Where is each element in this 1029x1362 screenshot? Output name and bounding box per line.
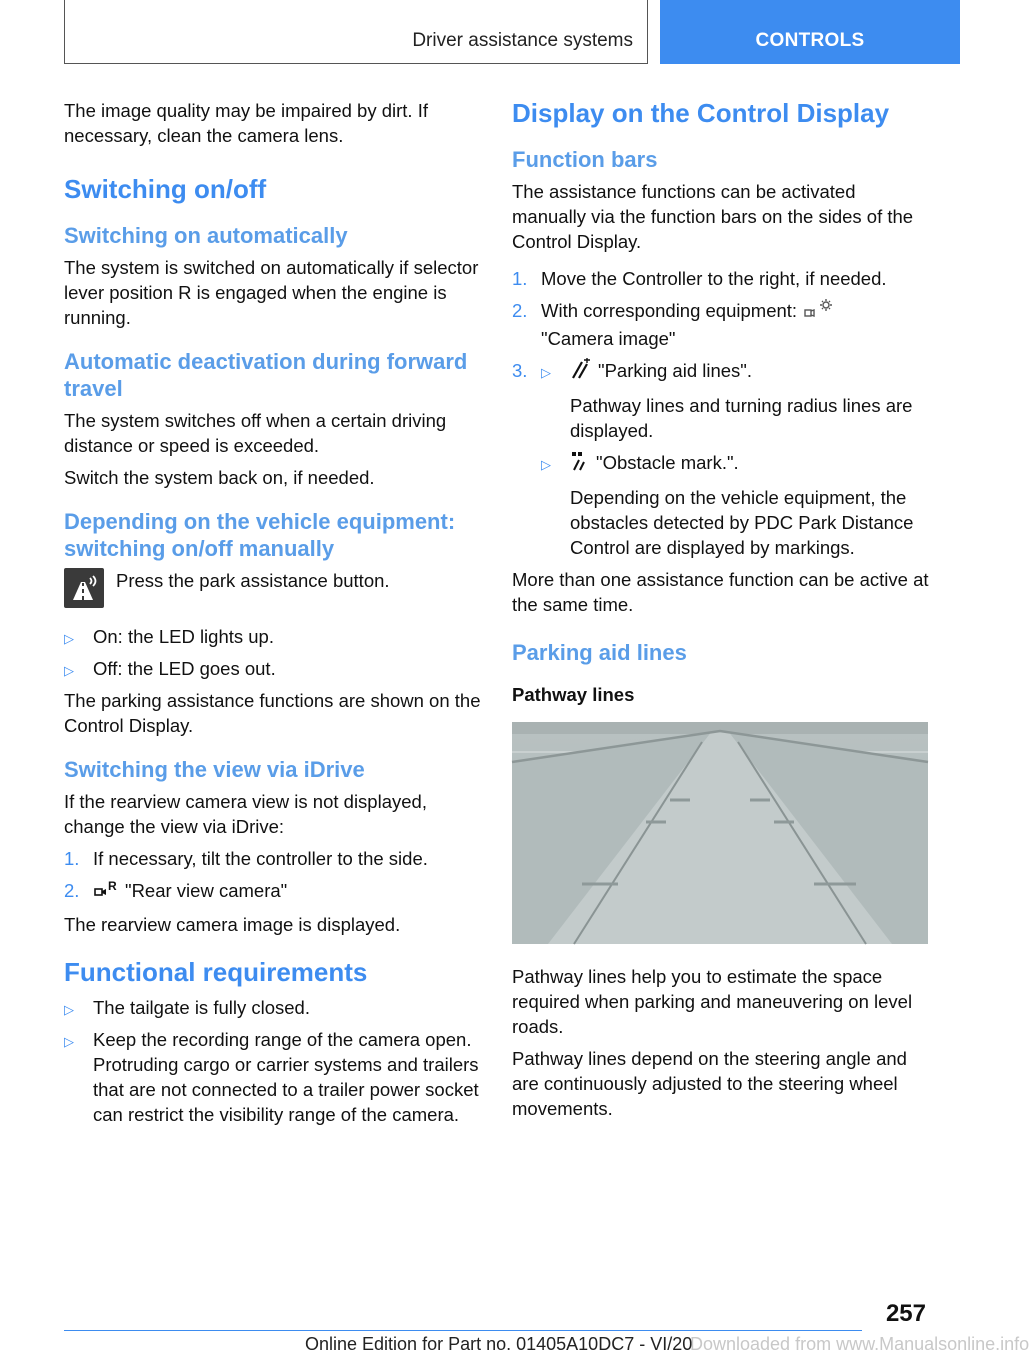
requirement-item: ▷ Keep the recording range of the camera open. Protruding cargo or carrier systems and trailers that are not connected to a trailer power socket can restrict the visibility range of the camera. xyxy=(64,1029,479,1126)
requirement-text: The tailgate is fully closed. xyxy=(93,997,310,1019)
step-number: 2. xyxy=(64,880,80,901)
displayed-text: The rearview camera image is displayed. xyxy=(64,914,401,936)
lines-desc-text: Pathway lines and turning radius lines are displayed. xyxy=(570,395,913,442)
step-text-camera-image: "Camera image" xyxy=(541,328,676,350)
header-chapter-tab xyxy=(660,0,960,64)
obstacle-mark-icon xyxy=(570,450,590,478)
step-text: Move the Controller to the right, if needed. xyxy=(541,268,887,289)
pathway-text-2: Pathway lines depend on the steering angle and are continuously adjusted to the steering wheel movements. xyxy=(512,1048,907,1120)
auto-on-text: The system is switched on automatically if selector lever position R is engaged when the engine is running. xyxy=(64,257,479,328)
step-text: If necessary, tilt the controller to the side. xyxy=(93,848,428,869)
step-item xyxy=(64,878,484,905)
page-number: 257 xyxy=(885,1300,926,1327)
step-text: With corresponding equipment: xyxy=(541,300,798,321)
header-section-box xyxy=(64,0,648,64)
switch-back-text: Switch the system back on, if needed. xyxy=(64,467,375,488)
led-off-text: Off: the LED goes out. xyxy=(93,658,276,679)
parking-aid-lines-icon xyxy=(570,358,592,386)
step-item xyxy=(512,266,932,291)
led-off-item: ▷ Off: the LED goes out. xyxy=(64,658,276,679)
heading-switching: Switching on/off xyxy=(64,174,267,204)
led-on-item: ▷ On: the LED lights up. xyxy=(64,626,274,647)
step-number: 1. xyxy=(64,848,80,869)
heading-pathway-lines: Pathway lines xyxy=(512,684,635,706)
right-column xyxy=(512,98,932,1128)
heading-auto-on: Switching on automatically xyxy=(64,223,348,248)
heading-auto-off: Automatic deactivation during forward travel xyxy=(64,349,468,401)
step-item: 3. ▷ "Parking aid lines". xyxy=(512,358,932,386)
function-bars-text: The assistance functions can be activated manually via the function bars on the sides of the Control Display. xyxy=(512,181,914,252)
step-text: "Rear view camera" xyxy=(125,880,288,901)
heading-parking-aid: Parking aid lines xyxy=(512,640,687,666)
rear-camera-icon xyxy=(93,879,119,905)
pathway-lines-image xyxy=(512,722,928,944)
step-item xyxy=(512,298,932,351)
obstacle-text: "Obstacle mark.". xyxy=(596,452,739,474)
intro-text: The image quality may be impaired by dirt. If necessary, clean the camera lens. xyxy=(64,100,428,146)
requirement-text: Keep the recording range of the camera open. Protruding cargo or carrier systems and trailers that are not connected to a trailer power socket can restrict the visibility range of the camera. xyxy=(93,1029,479,1126)
heading-manual: Depending on the vehicle equipment: switching on/off manually xyxy=(64,509,456,561)
header-chapter-title: CONTROLS xyxy=(755,30,865,51)
auto-off-text: The system switches off when a certain driving distance or speed is exceeded. xyxy=(64,410,447,456)
heading-function-bars: Function bars xyxy=(512,147,658,172)
park-assistance-button-icon xyxy=(64,568,104,608)
requirement-item: ▷ The tailgate is fully closed. xyxy=(64,997,310,1019)
step-number: 3. xyxy=(512,360,528,382)
more-functions-text: More than one assistance function can be active at the same time. xyxy=(512,569,929,616)
step-number: 1. xyxy=(512,268,528,289)
step-item xyxy=(64,846,484,871)
press-button-text: Press the park assistance button. xyxy=(116,570,390,591)
camera-image-icon xyxy=(803,298,835,326)
pathway-text-1: Pathway lines help you to estimate the space required when parking and maneuvering on level roads. xyxy=(512,966,913,1038)
svg-text:R: R xyxy=(108,879,117,894)
led-on-text: On: the LED lights up. xyxy=(93,626,274,647)
shown-text: The parking assistance functions are shown on the Control Display. xyxy=(64,690,481,736)
footer-watermark: Downloaded from www.Manualsonline.info xyxy=(690,1334,1029,1354)
step-text: "Parking aid lines". xyxy=(598,360,753,382)
heading-requirements: Functional requirements xyxy=(64,957,368,988)
obstacle-desc-text: Depending on the vehicle equipment, the obstacles detected by PDC Park Distance Control are displayed by markings. xyxy=(570,487,914,559)
header-section-title: Driver assistance systems xyxy=(412,30,633,51)
heading-display: Display on the Control Display xyxy=(512,98,890,128)
left-column xyxy=(64,98,484,1134)
step-number: 2. xyxy=(512,300,528,321)
heading-view: Switching the view via iDrive xyxy=(64,757,365,782)
footer-edition: Online Edition for Part no. 01405A10DC7 - VI/20 xyxy=(305,1334,693,1354)
park-button-row xyxy=(64,568,484,612)
footer-divider xyxy=(64,1330,862,1331)
view-text: If the rearview camera view is not displayed, change the view via iDrive: xyxy=(64,791,427,837)
obstacle-item: ▷ "Obstacle mark.". xyxy=(512,450,932,478)
